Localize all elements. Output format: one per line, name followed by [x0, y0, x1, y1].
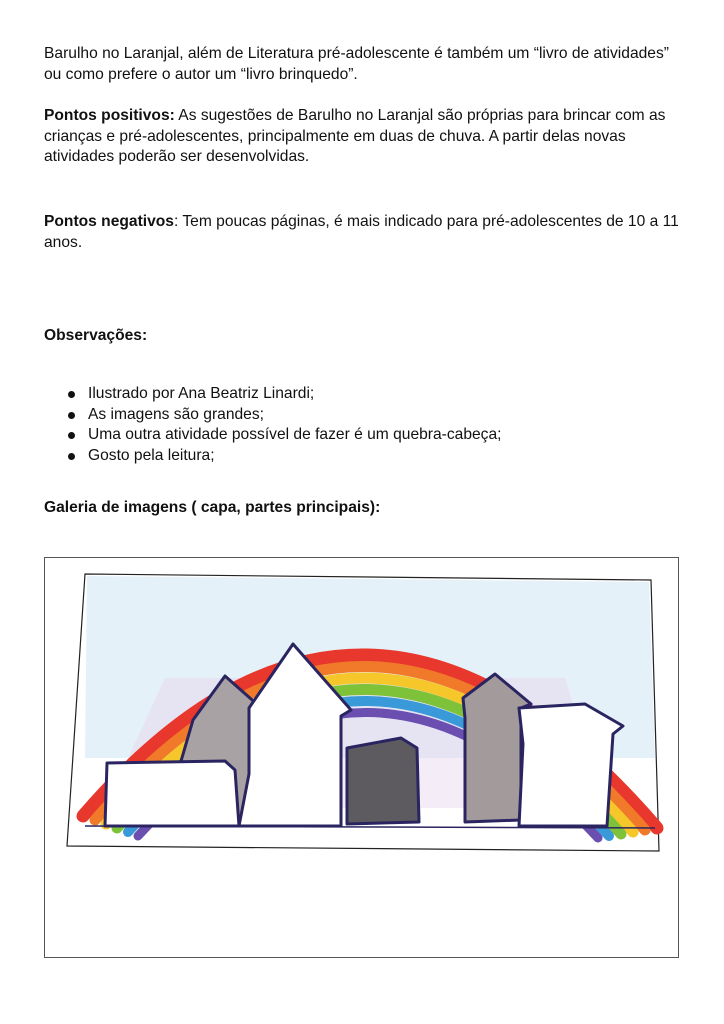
bullet-icon [68, 412, 75, 419]
intro-paragraph: Barulho no Laranjal, além de Literatura pré-adolescente é também um “livro de atividades” ou como prefere o autor um “livro brinquedo”. [44, 45, 669, 83]
list-item: As imagens são grandes; [66, 405, 666, 426]
list-item: Ilustrado por Ana Beatriz Linardi; [66, 384, 666, 405]
negatives-text: : Tem poucas páginas, é mais indicado para pré-adolescentes de 10 a 11 anos. [44, 213, 679, 251]
positives-paragraph [44, 106, 684, 168]
observations-heading: Observações: [44, 327, 148, 344]
list-item: Uma outra atividade possível de fazer é um quebra-cabeça; [66, 425, 666, 446]
bullet-icon [68, 453, 75, 460]
rainbow-drawing [45, 558, 678, 957]
negatives-label: Pontos negativos [44, 213, 174, 230]
gallery-heading: Galeria de imagens ( capa, partes principais): [44, 499, 381, 516]
gallery-image-frame [44, 557, 679, 958]
list-item: Gosto pela leitura; [66, 446, 666, 467]
positives-label: Pontos positivos: [44, 107, 175, 124]
positives-text: As sugestões de Barulho no Laranjal são próprias para brincar com as crianças e pré-adolescentes, principalmente em duas de chuva. A partir delas novas atividades poderão ser desenvolvidas. [44, 107, 666, 165]
negatives-paragraph [44, 212, 684, 253]
bullet-icon [68, 432, 75, 439]
observations-list [66, 384, 666, 466]
bullet-icon [68, 391, 75, 398]
